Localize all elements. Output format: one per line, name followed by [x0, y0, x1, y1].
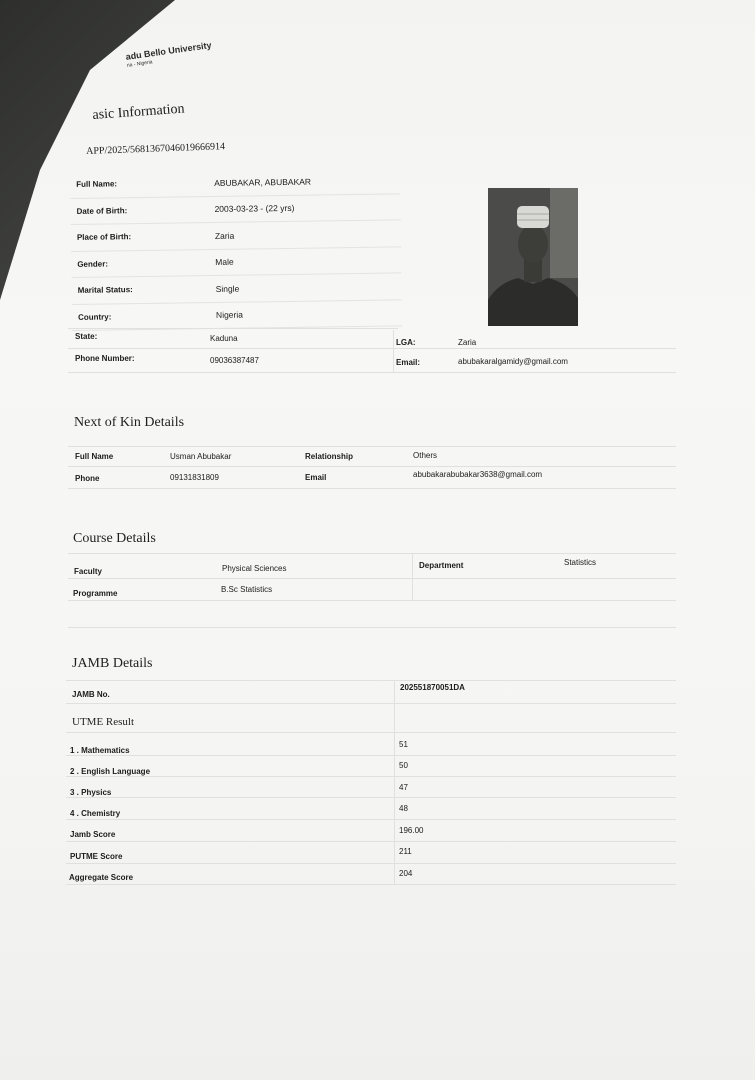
phone-label: Phone Number: [75, 354, 135, 363]
programme-value: B.Sc Statistics [221, 585, 273, 594]
divider [68, 578, 676, 579]
university-location: ria - Nigeria [126, 59, 153, 69]
row-label: Marital Status: [77, 285, 133, 296]
result-label: PUTME Score [70, 852, 123, 861]
divider [394, 680, 395, 884]
result-label: 1 . Mathematics [70, 746, 130, 755]
result-value: 51 [399, 740, 408, 749]
kin-full-name-label: Full Name [75, 452, 114, 461]
email-value: abubakaralgamidy@gmail.com [458, 357, 568, 366]
result-value: 196.00 [399, 826, 424, 835]
faculty-label: Faculty [74, 567, 103, 576]
divider [393, 330, 394, 372]
row-label: Date of Birth: [76, 205, 128, 216]
result-label: 4 . Chemistry [70, 809, 121, 818]
divider [66, 680, 676, 681]
divider [68, 328, 398, 329]
programme-label: Programme [73, 589, 118, 598]
next-of-kin-title: Next of Kin Details [74, 415, 185, 430]
divider [66, 863, 676, 864]
result-label: 2 . English Language [70, 767, 151, 776]
row-label: Gender: [77, 259, 109, 269]
kin-full-name-value: Usman Abubakar [170, 452, 232, 461]
divider [66, 776, 676, 777]
divider [66, 703, 676, 704]
divider [68, 488, 676, 489]
utme-result-title: UTME Result [72, 716, 135, 728]
row-label: Country: [77, 312, 112, 322]
divider [66, 841, 676, 842]
kin-phone-value: 09131831809 [170, 473, 219, 482]
divider [66, 755, 676, 756]
divider [68, 348, 676, 349]
jamb-no-value: 202551870051DA [400, 683, 465, 692]
result-label: Jamb Score [70, 830, 116, 839]
divider [412, 553, 413, 600]
kin-relationship-label: Relationship [305, 452, 354, 461]
result-value: 47 [399, 783, 408, 792]
phone-value: 09036387487 [210, 356, 259, 365]
row-label: Full Name: [76, 179, 118, 190]
divider [66, 884, 676, 885]
kin-email-label: Email [305, 473, 327, 482]
divider [68, 553, 676, 554]
department-value: Statistics [564, 558, 597, 567]
divider [68, 372, 676, 373]
row-value: Male [215, 256, 234, 268]
result-value: 50 [399, 761, 408, 770]
email-label: Email: [396, 358, 421, 367]
divider [66, 797, 676, 798]
university-name: adu Bello University [125, 39, 213, 62]
lga-value: Zaria [458, 338, 477, 347]
kin-phone-label: Phone [75, 474, 100, 483]
state-label: State: [75, 332, 98, 341]
row-value: Zaria [214, 230, 235, 241]
state-value: Kaduna [210, 334, 238, 343]
divider [66, 732, 676, 733]
kin-relationship-value: Others [413, 451, 438, 460]
basic-info-table [70, 167, 402, 331]
result-label: 3 . Physics [70, 788, 112, 797]
divider [68, 466, 676, 467]
faculty-value: Physical Sciences [222, 564, 287, 573]
row-value: Single [215, 283, 240, 294]
divider [68, 627, 676, 628]
basic-info-title: asic Information [92, 101, 185, 123]
row-value: Nigeria [215, 309, 244, 321]
row-value: ABUBAKAR, ABUBAKAR [214, 176, 312, 188]
jamb-no-label: JAMB No. [72, 690, 110, 699]
divider [66, 819, 676, 820]
row-label: Place of Birth: [76, 232, 132, 243]
lga-label: LGA: [396, 338, 416, 347]
divider [68, 446, 676, 447]
table-row [72, 300, 402, 331]
row-value: 2003-03-23 - (22 yrs) [214, 203, 295, 215]
divider [68, 600, 676, 601]
result-label: Aggregate Score [69, 873, 134, 882]
jamb-details-title: JAMB Details [72, 656, 153, 671]
course-details-title: Course Details [73, 531, 156, 546]
result-value: 48 [399, 804, 408, 813]
kin-email-value: abubakarabubakar3638@gmail.com [413, 470, 543, 479]
passport-photo [488, 188, 578, 326]
result-value: 211 [399, 847, 412, 856]
department-label: Department [419, 561, 464, 570]
result-value: 204 [399, 869, 413, 878]
application-id: APP/2025/5681367046019666914 [86, 141, 226, 157]
